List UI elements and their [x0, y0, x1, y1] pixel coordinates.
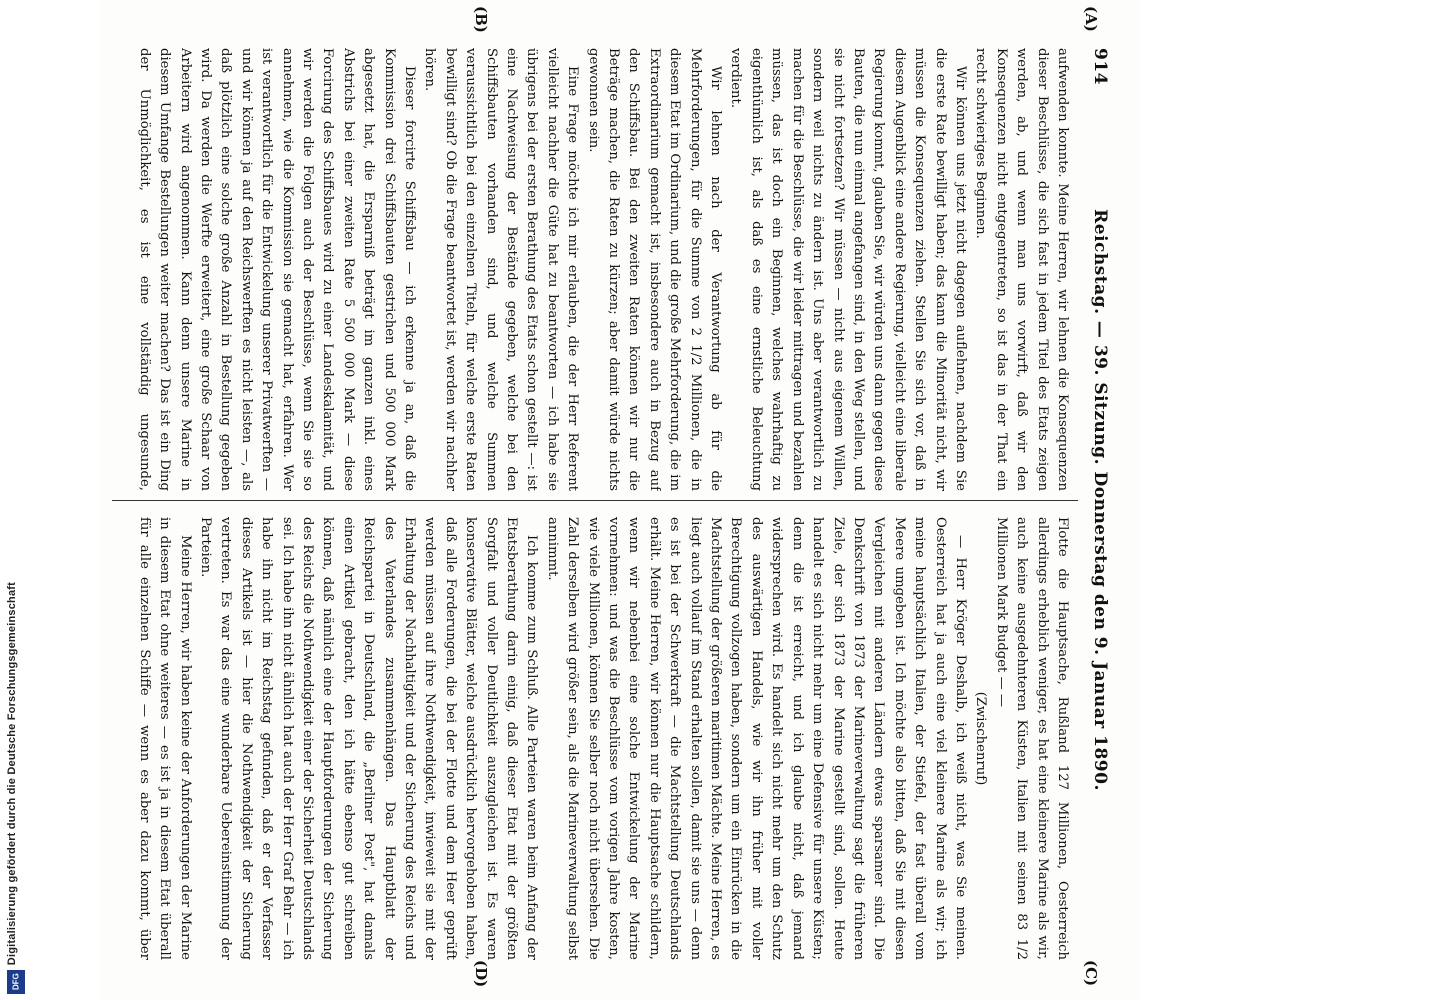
- text-columns: [130, 48, 1072, 960]
- dfg-logo: DFG: [7, 970, 25, 994]
- paragraph: Wir können uns jetzt nicht dagegen auflehnen, nachdem Sie die erste Rate bewilligt haben; das kann die Minorität nicht, wir müssen die Konsequenzen ziehen. Stellen Sie sich vor, daß in diesem Augenblick eine andere Regierung, vielleicht eine liberale Regierung kommt, glauben Sie, wir würden uns dann gegen diese Bauten, die nun einmal angefangen sind, in den Weg stellen, und sie nicht fortsetzen? Wir müssen — nicht aus eigenem Willen, sondern weil nichts zu ändern ist. Uns aber verantwortlich zu machen für die Beschlüsse, die wir leider mittragen und bezahlen müssen, das ist doch ein Beginnen, welches wahrhaftig zu eigenthümlich ist, als daß es eine ernstliche Beleuchtung verdient.: [728, 48, 968, 491]
- digitization-credit-strip: [2, 0, 30, 1000]
- interjection: (Zwischenruf): [973, 691, 989, 786]
- right-column: [130, 517, 1072, 960]
- session-title: Reichstag. — 39. Sitzung. Donnerstag den 9. Januar 1890.: [1090, 209, 1110, 791]
- paragraph: aufwenden konnte. Meine Herren, wir lehnen die Konsequenzen dieser Beschlüsse, die sich fast in jedem Titel des Etats zeigen werden, ab, und wenn man uns vorwirft, daß wir den Konsequenzen nicht entgegentreten, so ist das in der That ein recht schwieriges Beginnen.: [973, 48, 1070, 491]
- scanned-page: [100, 0, 1140, 1000]
- paragraph: — Herr Kröger Deshalb, ich weiß nicht, was Sie meinen. Oesterreich hat ja auch eine viel kleinere Marine als wir; ich meine hauptsächlich Italien, der Stiefel, der fast überall vom Meere umgeben ist. Ich möchte also bitten, daß Sie mit diesen Vergleichen mit anderen Ländern etwas sparsamer sind. Die Denkschrift von 1873 der Marineverwaltung sagt die früheren Ziele, der sich 1873 der Marine gestellt sind, sollen. Heute handelt es sich nicht mehr um eine Defensive für unsere Küsten; denn die ist erreicht, und ich glaube nicht, daß jemand widersprechen wird. Es handelt sich nicht mehr um den Schutz des auswärtigen Handels, wie wir ihn früher mit voller Berechtigung vollzogen haben, sondern um ein Einrücken in die Machtstellung der größeren maritimen Mächte. Meine Herren, es liegt auch vollauf im Stand erhalten sollen, damit sie uns — denn es ist bei der Schwerkraft — die Machtstellung Deutschlands erhält. Meine Herren, wir können nur die Hauptsache schildern, wenn wir nebenbei eine solche Entwickelung der Marine vornehmen: und was die Beschlüsse vom vorigen Jahre kosten, wie viele Millionen, können Sie selber noch nicht übersehen. Die Zahl derselben wird größer sein, als die Marineverwaltung selbst annimmt.: [544, 517, 968, 960]
- paragraph: Dieser forcirte Schiffsbau — ich erkenne ja an, daß die Kommission drei Schiffsbauten gestrichen und 500 000 Mark abgesetzt hat, die Ersparniß beträgt im ganzen inkl. eines Abstrichs bei einer zweiten Rate 5 500 000 Mark — diese Forcirung des Schiffsbaues wird zu einer Landeskalamität, und wir werden die Folgen auch der Beschlüsse, wenn Sie sie so annehmen, wie die Kommission sie gemacht hat, erfahren. Wer ist verantwortlich für die Entwickelung unserer Privatwerften — und wir können ja auf den Reichswerften es nicht leisten —, als daß plötzlich eine solche große Anzahl in Bestellung gegeben wird. Da werden die Werfte erweitert, eine große Schaar von Arbeitern wird angenommen. Kann denn unsere Marine in diesem Umfange Bestellungen weiter machen? Das ist ein Ding der Unmöglichkeit, es ist eine vollständig ungesunde,: [136, 48, 417, 491]
- paragraph: Wir lehnen nach der Verantwortung ab für die Mehrforderungen, für die Summe von 2 1/2 Millionen, die in diesem Etat im Ordinarium, und die große Mehrforderung, die im Extraordinarium gemacht ist, insbesondere auch in Bezug auf den Schiffsbau. Bei den zweiten Raten können wir nur die Beträge machen, die Raten zu kürzen; aber damit würde nichts gewonnen sein.: [585, 48, 724, 491]
- page-number: 914: [1090, 48, 1110, 85]
- paragraph: Ich komme zum Schluß. Alle Parteien waren beim Anfang der Etatsberathung darin einig, daß dieser Etat mit der größten Sorgfalt und voller Deutlichkeit auszugleichen ist. Es waren konservative Blätter, welche ausdrücklich hervorgehoben haben, daß alle Forderungen, die bei der Flotte und dem Heer geprüft werden müssen auf ihre Nothwendigkeit, inwieweit sie mit der Erhaltung der Nachhaltigkeit und der Sicherung des Reichs und des Vaterlandes zusammenhängen. Das Hauptblatt der Reichspartei in Deutschland, die „Berliner Post", hat damals einen Artikel gebracht, den ich hätte ebenso gut schreiben können, daß nämlich eine der Hauptforderungen der Sicherung des Reichs die Nothwendigkeit einer der Sicherheit Deutschlands sei. Ich habe ihn nicht ähnlich hat auch der Herr Graf Behr — ich habe ihn nicht im Reichstag gefunden, daß er der Verfasser dieses Artikels ist — hier die Nothwendigkeit der Sicherung vertreten. Es war das eine wunderbare Uebereinstimmung der Parteien.: [197, 517, 540, 960]
- margin-letter-a: (A): [1082, 6, 1100, 32]
- running-head: [1086, 48, 1110, 952]
- paragraph: Eine Frage möchte ich mir erlauben, die der Herr Referent vielleicht nachher die Güte hat zu beantworten — ich habe sie übrigens bei der ersten Berathung des Etats schon gestellt —: ist eine Nachweisung der Bestände gegeben, welche bei den Schiffsbauten vorhanden sind, und welche Summen veraussichtlich bei den einzelnen Titeln, für welche erste Raten bewilligt sind? Ob die Frage beantwortet ist, werden wir nachher hören.: [422, 48, 581, 491]
- digitization-credit: Digitalisierung gefördert durch die Deutsche Forschungsgemeinschaft: [6, 581, 18, 965]
- paragraph: Flotte die Hauptsache, Rußland 127 Millionen, Oesterreich allerdings erheblich weniger, es hat eine kleinere Marine als wir, auch keine ausgedehnteren Küsten, Italien mit seinen 83 1/2 Millionen Mark Budget — —: [993, 517, 1070, 960]
- left-column: [130, 48, 1072, 491]
- paragraph: Meine Herren, wir haben keine der Anforderungen der Marine in diesem Etat ohne weiteres — es ist ja in diesem Etat überall für alle einzelnen Schiffe — wenn es aber dazu kommt, über: [136, 517, 193, 960]
- margin-letter-c: (C): [1082, 960, 1100, 987]
- margin-letter-d: (D): [472, 960, 490, 988]
- margin-letter-b: (B): [472, 6, 490, 33]
